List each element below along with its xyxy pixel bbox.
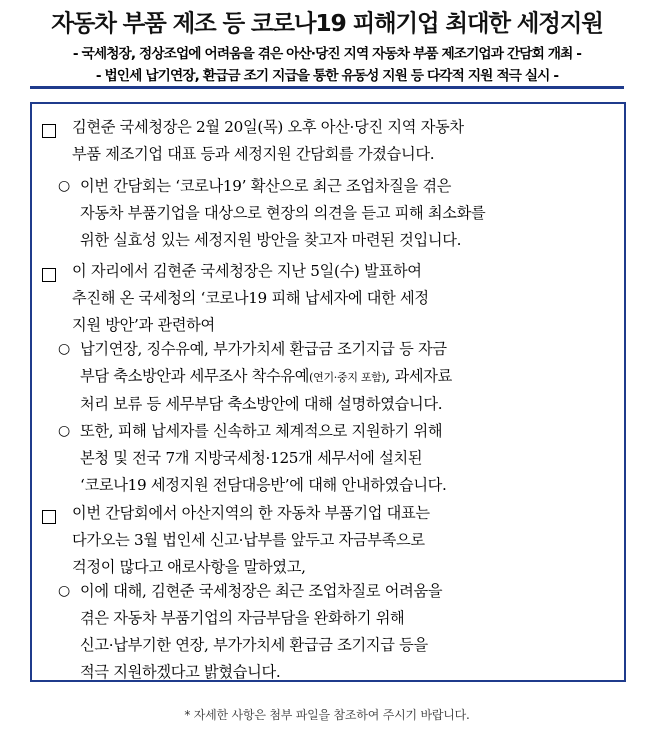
paragraph-line (80, 363, 615, 391)
paragraph-line: 걱정이 많다고 애로사항을 말하였고, (72, 558, 306, 576)
paragraph-line: 추진해 온 국세청의 ‘코로나19 피해 납세자에 대한 세정 (72, 289, 429, 307)
title-divider (30, 86, 624, 89)
paragraph-1 (72, 114, 615, 168)
paragraph-5 (58, 418, 615, 499)
paragraph-line: 적극 지원하겠다고 밝혔습니다. (80, 663, 281, 681)
paragraph-line: 김현준 국세청장은 2월 20일(목) 오후 아산·당진 지역 자동차 (72, 118, 464, 136)
paragraph-line: 이에 대해, 김현준 국세청장은 최근 조업차질로 어려움을 (80, 582, 443, 600)
paragraph-line: 처리 보류 등 세무부담 축소방안에 대해 설명하였습니다. (80, 395, 443, 413)
paragraph-line: ‘코로나19 세정지원 전담대응반’에 대해 안내하였습니다. (80, 476, 447, 494)
paragraph-line: 이 자리에서 김현준 국세청장은 지난 5일(수) 발표하여 (72, 262, 422, 280)
footnote: * 자세한 사항은 첨부 파일을 참조하여 주시기 바랍니다. (184, 708, 470, 722)
paragraph-line: 위한 실효성 있는 세정지원 방안을 찾고자 마련된 것입니다. (80, 231, 462, 249)
circle-bullet-icon: ○ (58, 423, 70, 439)
paragraph-4 (58, 336, 615, 418)
line-segment: , 과세자료 (385, 367, 453, 385)
paragraph-line: 지원 방안’과 관련하여 (72, 316, 215, 334)
paragraph-line: 이번 간담회는 ‘코로나19’ 확산으로 최근 조업차질을 겪은 (80, 177, 452, 195)
circle-bullet-icon: ○ (58, 583, 70, 599)
paragraph-line: 이번 간담회에서 아산지역의 한 자동차 부품기업 대표는 (72, 504, 430, 522)
paragraph-line: 자동차 부품기업을 대상으로 현장의 의견을 듣고 피해 최소화를 (80, 204, 486, 222)
square-bullet-icon (42, 258, 56, 285)
line-segment: 부담 축소방안과 세무조사 착수유예 (80, 367, 310, 385)
small-note: (연기·중지 포함) (309, 371, 386, 384)
page-title: 자동차 부품 제조 등 코로나19 피해기업 최대한 세정지원 (51, 9, 603, 37)
paragraph-line: 부품 제조기업 대표 등과 세정지원 간담회를 가졌습니다. (72, 145, 435, 163)
paragraph-3 (72, 258, 615, 339)
subtitle-1: - 국세청장, 정상조업에 어려움을 겪은 아산·당진 지역 자동차 부품 제조기업과 간담회 개최 - (72, 46, 582, 62)
square-bullet-icon (42, 500, 56, 527)
square-bullet-icon (42, 114, 56, 141)
paragraph-2 (58, 173, 615, 254)
circle-bullet-icon: ○ (58, 341, 70, 357)
paragraph-6 (72, 500, 615, 581)
paragraph-7 (58, 578, 615, 686)
paragraph-line: 본청 및 전국 7개 지방국세청·125개 세무서에 설치된 (80, 449, 423, 467)
circle-bullet-icon: ○ (58, 178, 70, 194)
paragraph-line: 신고·납부기한 연장, 부가가치세 환급금 조기지급 등을 (80, 636, 428, 654)
paragraph-line: 다가오는 3월 법인세 신고·납부를 앞두고 자금부족으로 (72, 531, 425, 549)
paragraph-line: 또한, 피해 납세자를 신속하고 체계적으로 지원하기 위해 (80, 422, 443, 440)
paragraph-line: 납기연장, 징수유예, 부가가치세 환급금 조기지급 등 자금 (80, 340, 447, 358)
subtitle-2: - 법인세 납기연장, 환급금 조기 지급을 통한 유동성 지원 등 다각적 지원 적극 실시 - (95, 68, 559, 84)
paragraph-line: 겪은 자동차 부품기업의 자금부담을 완화하기 위해 (80, 609, 405, 627)
